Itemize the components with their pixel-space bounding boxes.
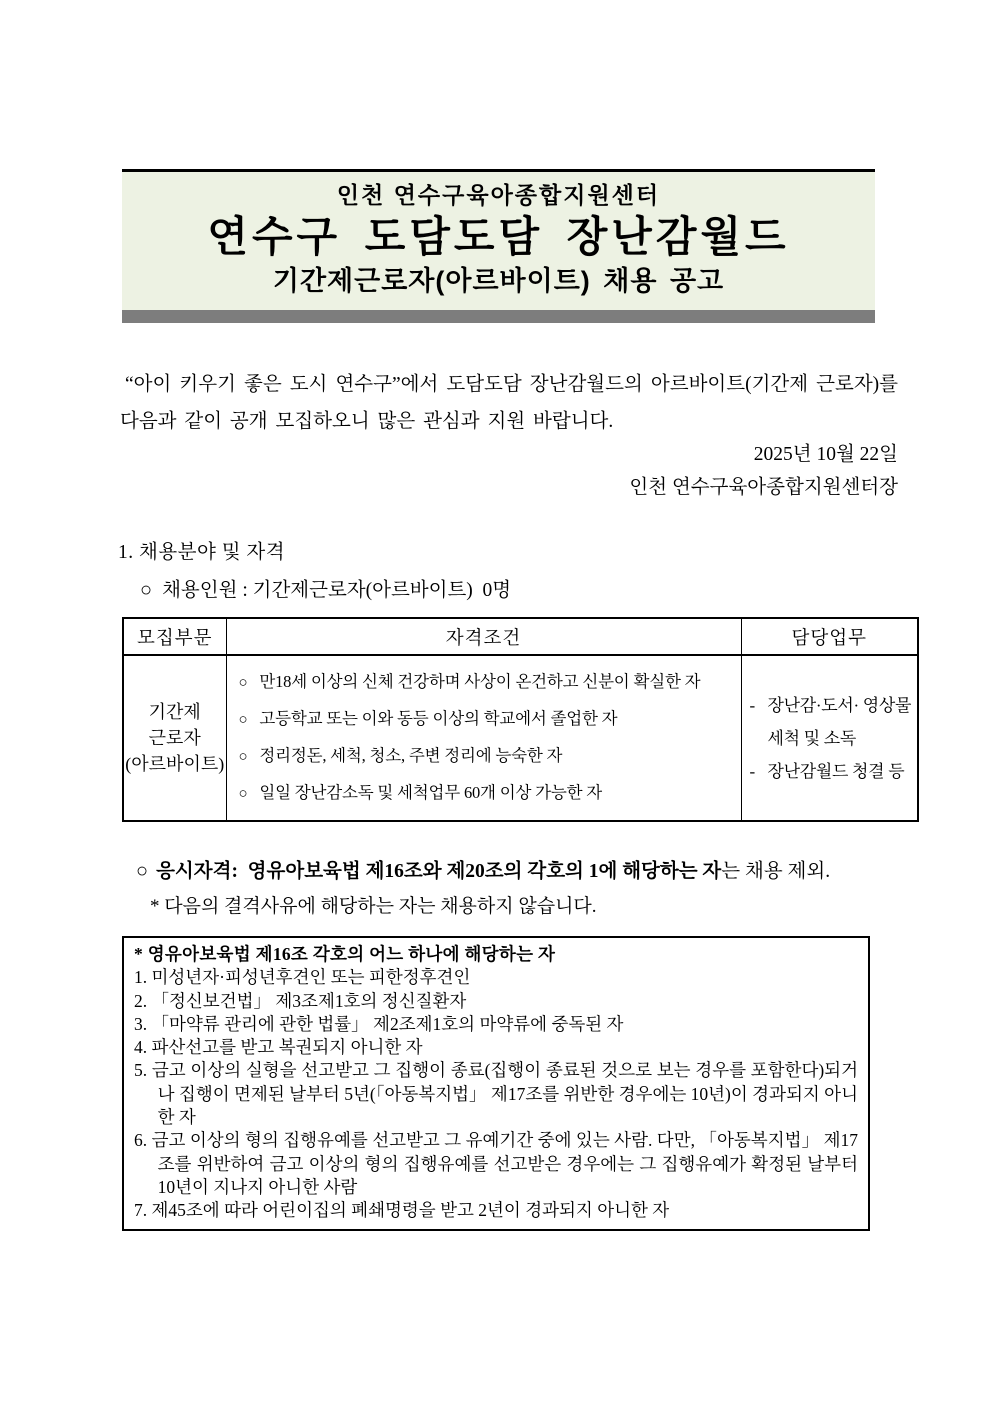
category-cell bbox=[123, 655, 226, 821]
disqualification-item: 3. 「마약류 관리에 관한 법률」 제2조제1호의 마약류에 중독된 자 bbox=[134, 1013, 624, 1034]
section1-heading: 1. 채용분야 및 자격 bbox=[118, 542, 286, 563]
duty-item bbox=[750, 755, 914, 788]
circle-bullet-icon: ○ bbox=[238, 675, 248, 691]
eligibility-note: * 다음의 결격사유에 해당하는 자는 채용하지 않습니다. bbox=[150, 896, 597, 917]
circle-bullet-icon: ○ bbox=[238, 712, 248, 728]
circle-bullet-icon: ○ bbox=[140, 579, 153, 601]
dash-bullet-icon: - bbox=[749, 761, 755, 781]
qualification-text: 정리정돈, 세척, 청소, 주변 정리에 능숙한 자 bbox=[259, 746, 563, 765]
duties-cell bbox=[741, 655, 918, 821]
header-band bbox=[122, 169, 875, 323]
eligibility-bold-text: 응시자격: 영유아보육법 제16조와 제20조의 각호의 1에 해당하는 자 bbox=[156, 861, 722, 882]
dash-bullet-icon: - bbox=[749, 695, 755, 715]
qualification-item bbox=[239, 738, 737, 775]
duty-text: 장난감·도서· 영상물 세척 및 소독 bbox=[767, 695, 912, 748]
disqualification-item: 2. 「정신보건법」 제3조제1호의 정신질환자 bbox=[134, 990, 467, 1011]
col-header-qualifications: 자격조건 bbox=[226, 618, 741, 655]
qualification-item bbox=[239, 775, 737, 812]
document-subtitle: 기간제근로자(아르바이트) 채용 공고 bbox=[272, 266, 725, 296]
col-header-duties: 담당업무 bbox=[741, 618, 918, 655]
eligibility-tail-text: 는 채용 제외. bbox=[721, 861, 831, 882]
disqualification-item: 1. 미성년자·피성년후견인 또는 피한정후견인 bbox=[134, 967, 471, 988]
disqualification-title: * 영유아보육법 제16조 각호의 어느 하나에 해당하는 자 bbox=[134, 944, 556, 964]
category-line: 기간제 bbox=[148, 702, 201, 722]
duty-item bbox=[750, 689, 914, 755]
document-title: 연수구 도담도담 장난감월드 bbox=[207, 213, 790, 260]
hire-count-line bbox=[140, 574, 511, 602]
eligibility-line bbox=[136, 855, 892, 883]
circle-bullet-icon: ○ bbox=[238, 786, 248, 802]
header-gray-bar bbox=[122, 310, 875, 323]
qualification-text: 일일 장난감소독 및 세척업무 60개 이상 가능한 자 bbox=[259, 783, 602, 802]
qualifications-cell bbox=[226, 655, 741, 821]
header-green-box bbox=[122, 169, 875, 310]
announcement-signer: 인천 연수구육아종합지원센터장 bbox=[629, 477, 898, 498]
signature-block bbox=[120, 438, 898, 504]
qualification-text: 고등학교 또는 이와 동등 이상의 학교에서 졸업한 자 bbox=[259, 709, 618, 728]
disqualification-box bbox=[122, 936, 870, 1231]
recruit-table-header-row bbox=[123, 618, 918, 655]
disqualification-item: 4. 파산선고를 받고 복권되지 아니한 자 bbox=[134, 1037, 423, 1058]
hire-count-text: 채용인원 : 기간제근로자(아르바이트) 0명 bbox=[162, 580, 512, 601]
qualification-item bbox=[239, 701, 737, 738]
col-header-category: 모집부문 bbox=[123, 618, 226, 655]
intro-paragraph: “아이 키우기 좋은 도시 연수구”에서 도담도담 장난감월드의 아르바이트(기간제 근로자)를 다음과 같이 공개 모집하오니 많은 관심과 지원 바랍니다. bbox=[120, 374, 898, 432]
qualification-text: 만18세 이상의 신체 건강하며 사상이 온건하고 신분이 확실한 자 bbox=[259, 672, 701, 691]
circle-bullet-icon: ○ bbox=[238, 749, 248, 765]
disqualification-item: 5. 금고 이상의 실형을 선고받고 그 집행이 종료(집행이 종료된 것으로 보는 경우를 포함한다)되거나 집행이 면제된 날부터 5년(「아동복지법」 제17조를 위반한 경우에는 10년)이 경과되지 아니한 자 bbox=[134, 1060, 858, 1128]
disqualification-item: 7. 제45조에 따라 어린이집의 폐쇄명령을 받고 2년이 경과되지 아니한 자 bbox=[134, 1200, 670, 1221]
disqualification-item: 6. 금고 이상의 형의 집행유예를 선고받고 그 유예기간 중에 있는 사람. 다만, 「아동복지법」 제17조를 위반하여 금고 이상의 형의 집행유예를 선고받은 경우에는 그 집행유예가 확정된 날부터 10년이 지나지 아니한 사람 bbox=[134, 1130, 858, 1197]
recruit-table-row bbox=[123, 655, 918, 821]
recruit-table bbox=[122, 617, 919, 822]
circle-bullet-icon: ○ bbox=[136, 860, 149, 882]
announcement-date: 2025년 10월 22일 bbox=[753, 444, 898, 465]
category-line: 근로자 bbox=[148, 728, 201, 748]
category-line: (아르바이트) bbox=[125, 754, 225, 774]
qualification-item bbox=[239, 664, 737, 701]
duty-text: 장난감월드 청결 등 bbox=[767, 761, 905, 781]
header-org-name: 인천 연수구육아종합지원센터 bbox=[336, 182, 661, 208]
